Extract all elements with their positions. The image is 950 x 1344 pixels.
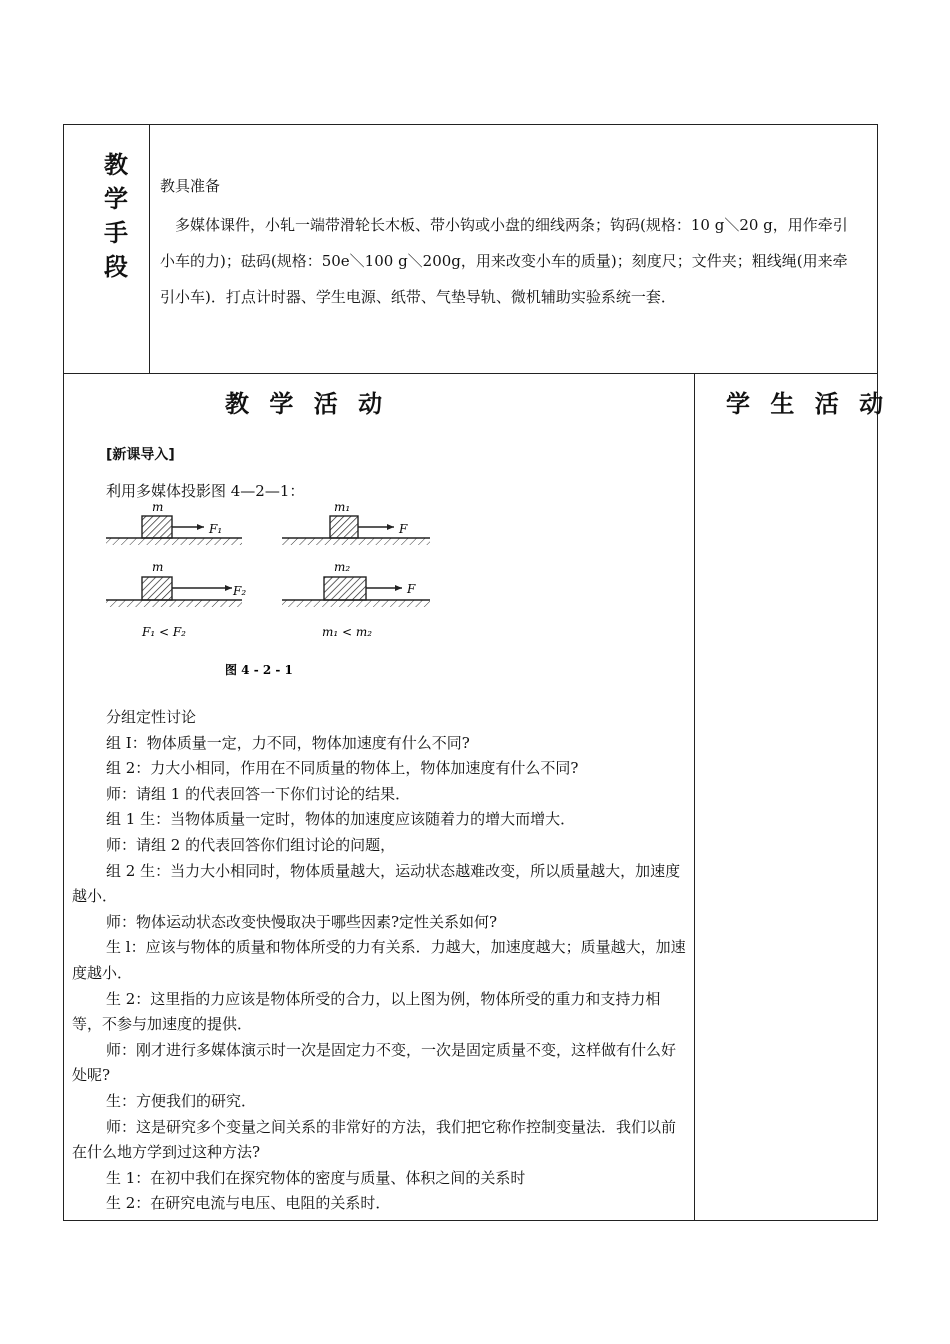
activity-column-divider	[694, 374, 695, 1220]
section-title: [新课导入]	[106, 447, 175, 463]
dialog-line: 师：请组 2 的代表回答你们组讨论的问题，	[106, 835, 396, 854]
diagram-bottom-right	[282, 560, 430, 607]
label-m2: m₂	[334, 560, 351, 574]
intro-line: 利用多媒体投影图 4—2—1：	[106, 482, 305, 500]
label-char: 手	[104, 219, 128, 247]
discussion-dialog	[72, 705, 687, 1217]
dialog-line: 分组定性讨论	[106, 708, 197, 726]
tools-title: 教具准备	[160, 177, 221, 195]
tools-body: 多媒体课件，小轧一端带滑轮长木板、带小钩或小盘的细线两条；钩码(规格：10 g＼20 g，用作牵引小车的力)；砝码(规格：50e＼100 g＼200g，用来改变小车的质量)；刻度尺；文件夹；粗线绳(用来牵引小车)．打点计时器、学生电源、纸带、气垫导轨、微机辅助实验系统一套．	[160, 216, 848, 306]
label-f2: F₂	[233, 584, 247, 598]
block	[324, 577, 366, 600]
figure-caption: 图 4 - 2 - 1	[225, 663, 293, 677]
teaching-means-label	[96, 148, 136, 284]
dialog-line: 师：这是研究多个变量之间关系的非常好的方法，我们把它称作控制变量法．我们以前在什么地方学到过这种方法?	[72, 1117, 677, 1162]
label-m1: m₁	[334, 500, 351, 514]
comparison-right: m₁ < m₂	[322, 625, 373, 639]
block	[330, 516, 358, 538]
label-m: m	[152, 560, 164, 574]
student-activity-heading: 学 生 活 动	[726, 390, 890, 418]
block	[142, 516, 172, 538]
dialog-line: 师：刚才进行多媒体演示时一次是固定力不变，一次是固定质量不变，这样做有什么好处呢?	[72, 1040, 677, 1085]
dialog-line: 师：物体运动状态改变快慢取决于哪些因素?定性关系如何?	[106, 912, 498, 931]
label-f1: F₁	[209, 522, 223, 536]
label-char: 段	[104, 253, 128, 281]
label-char: 教	[104, 151, 128, 179]
dialog-line: 生 2：这里指的力应该是物体所受的合力，以上图为例，物体所受的重力和支持力相等，不参与加速度的提供．	[72, 989, 661, 1034]
dialog-line: 生 2：在研究电流与电压、电阻的关系时．	[106, 1194, 391, 1213]
dialog-line: 生 1：在初中我们在探究物体的密度与质量、体积之间的关系时	[106, 1168, 526, 1187]
teaching-activity-heading: 教 学 活 动	[225, 390, 389, 418]
dialog-line: 师：请组 1 的代表回答一下你们讨论的结果．	[106, 784, 411, 803]
block	[142, 577, 172, 600]
means-column-divider	[149, 125, 150, 374]
comparison-left: F₁ < F₂	[142, 625, 186, 639]
label-f-top: F	[399, 522, 408, 536]
dialog-line: 组 I：物体质量一定，力不同，物体加速度有什么不同?	[106, 733, 470, 752]
dialog-line: 生：方便我们的研究．	[106, 1091, 257, 1110]
label-char: 学	[104, 185, 128, 213]
diagram-top-right	[282, 500, 430, 545]
diagram-bottom-left	[106, 560, 246, 607]
label-f-bottom: F	[407, 582, 416, 596]
label-m: m	[152, 500, 164, 514]
dialog-line: 生 l：应该与物体的质量和物体所受的力有关系．力越大，加速度越大；质量越大，加速度越小．	[72, 938, 686, 982]
dialog-line: 组 2：力大小相同，作用在不同质量的物体上，物体加速度有什么不同?	[106, 759, 579, 778]
force-mass-figure	[100, 498, 445, 683]
dialog-line: 组 1 生：当物体质量一定时，物体的加速度应该随着力的增大而增大．	[106, 810, 576, 829]
diagram-top-left	[106, 500, 242, 545]
dialog-line: 组 2 生：当力大小相同时，物体质量越大，运动状态越难改变，所以质量越大，加速度越小．	[72, 861, 681, 906]
